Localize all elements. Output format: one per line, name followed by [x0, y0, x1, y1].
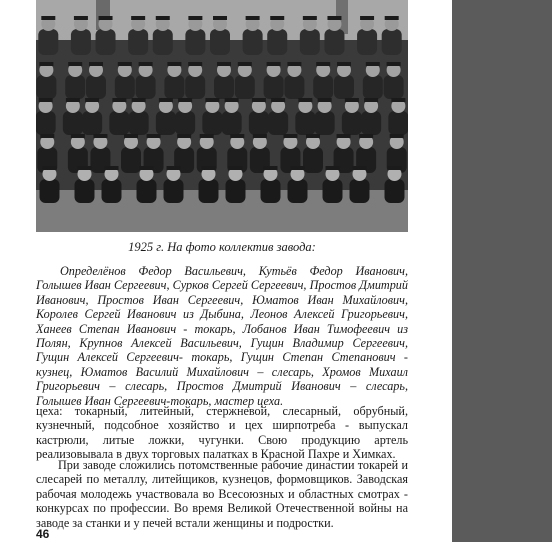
photo-person-cap	[385, 16, 399, 20]
photo-person-body	[249, 111, 269, 135]
photo-person-body	[128, 29, 148, 55]
photo-person-body	[115, 75, 135, 99]
photo-person-cap	[388, 166, 402, 170]
photo-person-body	[36, 111, 56, 135]
photo-person-cap	[200, 134, 214, 138]
body-paragraph-1: цеха: токарный, литейный, стержневой, слесарный, обрубный, кузнечный, подсобное хозяйство и цех ширпотреба - выпускал кастрюли, литые ложки, чугунки. Свою продукцию артель реализовывала в двух торговых палатках в Красной Пахре и Химках.	[36, 404, 408, 462]
photo-person-body	[243, 29, 263, 55]
photo-person-cap	[156, 16, 170, 20]
photo-person-cap	[287, 62, 301, 66]
photo-person-cap	[131, 16, 145, 20]
photo-person-body	[342, 111, 362, 135]
photo-person-cap	[337, 62, 351, 66]
photo-person-cap	[167, 166, 181, 170]
photo-person-body	[109, 111, 129, 135]
viewer-background	[452, 0, 552, 542]
photo-person-cap	[283, 134, 297, 138]
photo-person-cap	[147, 134, 161, 138]
photo-person-cap	[360, 16, 374, 20]
photo-person-body	[82, 111, 102, 135]
photo-person-cap	[188, 16, 202, 20]
names-paragraph: Определёнов Федор Васильевич, Кутьёв Федор Иванович, Голышев Иван Сергеевич, Сурков Сергей Сергеевич, Простов Дмитрий Иванович, Простов Иван Сергеевич, Юматов Иван Михайлович, Королев Сергей Иванович из Дыбина, Леонов Алексей Григорьевич, Ханеев Степан Иванович - токарь, Лобанов Иван Тимофеевич из Полян, Крупнов Алексей Васильевич, Гущин Владимир Сергеевич, Гущин Алексей Сергеевич- токарь, Гущин Степан Степанович - кузнец, Юматов Василий Михайлович – слесарь, Хромов Михаил Григорьевич – слесарь, Простов Дмитрий Иванович – слесарь, Голышев Иван Сергеевич-токарь, мастер цеха.	[36, 264, 408, 408]
photo-person-body	[315, 111, 335, 135]
photo-person-body	[295, 111, 315, 135]
photo-person-body	[384, 75, 404, 99]
photo-person-body	[38, 29, 58, 55]
photo-person-body	[267, 29, 287, 55]
photo-person-body	[303, 147, 323, 173]
photo-person-cap	[132, 98, 146, 102]
photo-person-cap	[213, 16, 227, 20]
photo-person-cap	[303, 16, 317, 20]
photo-person-cap	[43, 166, 57, 170]
photo-person-body	[226, 179, 246, 203]
body-paragraph-2: При заводе сложились потомственные рабочие династии токарей и слесарей по металлу, литейщиков, кузнецов, формовщиков. Заводская рабочая молодежь участвовала во Всесоюзных и областных смотрах - конкурсах по профессии. Во время Великой Отечественной войны на заводе за станки и у печей встали женщины и подростки.	[36, 458, 408, 530]
photo-person-cap	[205, 98, 219, 102]
photo-person-body	[357, 29, 377, 55]
photo-person-body	[96, 29, 116, 55]
photo-person-cap	[326, 166, 340, 170]
photo-person-body	[324, 29, 344, 55]
photo-person-body	[153, 29, 173, 55]
photo-person-body	[71, 29, 91, 55]
photo-person-cap	[353, 166, 367, 170]
photo-person-cap	[167, 62, 181, 66]
photo-person-body	[300, 29, 320, 55]
photo-person-body	[388, 111, 408, 135]
photo-person-body	[102, 179, 122, 203]
photo-person-cap	[118, 62, 132, 66]
photo-person-cap	[391, 98, 405, 102]
photo-person-cap	[291, 166, 305, 170]
page-number: 46	[36, 527, 50, 541]
photo-person-cap	[252, 98, 266, 102]
photo-person-cap	[217, 62, 231, 66]
photo-person-body	[129, 111, 149, 135]
photo-person-cap	[74, 16, 88, 20]
photo-person-cap	[267, 62, 281, 66]
photo-person-cap	[246, 16, 260, 20]
photo-person-cap	[306, 134, 320, 138]
photo-person-cap	[298, 98, 312, 102]
photo-person-body	[261, 179, 281, 203]
photo-person-cap	[66, 98, 80, 102]
photo-person-cap	[366, 62, 380, 66]
photo-person-body	[199, 179, 219, 203]
photo-person-body	[164, 179, 184, 203]
photo-person-cap	[39, 62, 53, 66]
photo-person-cap	[387, 62, 401, 66]
photo-person-body	[185, 29, 205, 55]
photo-person-cap	[318, 98, 332, 102]
photo-person-cap	[124, 134, 138, 138]
photo-person-cap	[225, 98, 239, 102]
photo-person-body	[284, 75, 304, 99]
photo-person-cap	[253, 134, 267, 138]
photo-person-cap	[178, 98, 192, 102]
photo-person-body	[136, 75, 156, 99]
photo-person-cap	[238, 62, 252, 66]
photo-person-body	[156, 111, 176, 135]
photo-person-cap	[345, 98, 359, 102]
photo-person-body	[86, 75, 106, 99]
photo-person-cap	[177, 134, 191, 138]
photo-person-body	[363, 75, 383, 99]
photo-person-body	[268, 111, 288, 135]
photo-person-cap	[78, 166, 92, 170]
photo-person-cap	[89, 62, 103, 66]
photo-person-cap	[270, 16, 284, 20]
photo-person-cap	[390, 134, 404, 138]
photo-person-body	[235, 75, 255, 99]
photo-person-cap	[202, 166, 216, 170]
photo-person-body	[288, 179, 308, 203]
photo-person-body	[40, 179, 60, 203]
photo-person-cap	[271, 98, 285, 102]
photo-person-body	[175, 111, 195, 135]
photo-person-cap	[40, 134, 54, 138]
photo-person-body	[121, 147, 141, 173]
photo-person-cap	[188, 62, 202, 66]
photo-person-body	[385, 179, 405, 203]
photo-person-cap	[41, 16, 55, 20]
photo-person-cap	[105, 166, 119, 170]
photo-person-body	[382, 29, 402, 55]
photo-person-cap	[112, 98, 126, 102]
photo-person-cap	[68, 62, 82, 66]
photo-person-body	[137, 179, 157, 203]
photo-person-cap	[230, 134, 244, 138]
photo-person-cap	[99, 16, 113, 20]
photo-person-cap	[229, 166, 243, 170]
photo-person-cap	[93, 134, 107, 138]
photo-person-body	[222, 111, 242, 135]
photo-person-cap	[71, 134, 85, 138]
photo-person-body	[334, 75, 354, 99]
photo-person-cap	[364, 98, 378, 102]
photo-person-cap	[264, 166, 278, 170]
photo-person-cap	[327, 16, 341, 20]
photo-person-body	[313, 75, 333, 99]
group-photo-1925	[36, 0, 408, 232]
photo-person-cap	[85, 98, 99, 102]
photo-person-cap	[359, 134, 373, 138]
photo-person-cap	[140, 166, 154, 170]
photo-person-body	[264, 75, 284, 99]
photo-person-cap	[159, 98, 173, 102]
photo-person-body	[65, 75, 85, 99]
photo-person-cap	[337, 134, 351, 138]
group-photo-image	[36, 0, 408, 232]
photo-person-body	[164, 75, 184, 99]
photo-person-body	[361, 111, 381, 135]
photo-person-body	[323, 179, 343, 203]
photo-person-cap	[139, 62, 153, 66]
photo-person-body	[185, 75, 205, 99]
photo-person-body	[210, 29, 230, 55]
photo-person-body	[350, 179, 370, 203]
photo-person-body	[63, 111, 83, 135]
photo-person-body	[36, 75, 56, 99]
photo-person-body	[202, 111, 222, 135]
photo-caption: 1925 г. На фото коллектив завода:	[128, 240, 316, 254]
photo-person-cap	[39, 98, 53, 102]
photo-person-body	[214, 75, 234, 99]
photo-person-body	[75, 179, 95, 203]
photo-person-cap	[316, 62, 330, 66]
